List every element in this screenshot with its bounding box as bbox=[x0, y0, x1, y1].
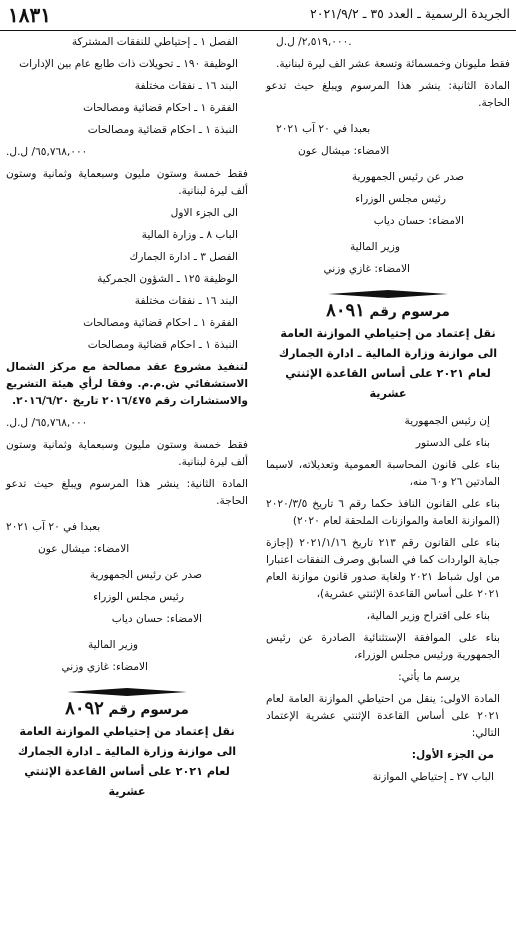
decree-heading bbox=[266, 300, 510, 321]
chapter-27: الباب ٢٧ ـ إحتياطي الموازنة bbox=[372, 771, 494, 783]
para-law-213: بناء على القانون رقم ٢١٣ تاريخ ٢٠٢١/١/١٦ (إجازة جباية الواردات كما في السابق وصرف النفقات اعتبارا من اول شباط ٢٠٢١ ولغاية صدور قانون موازنة العام ٢٠٢١ على أساس القاعدة الإثنتي عشرية)، bbox=[266, 537, 500, 600]
decree-title-line: الى موازنة وزارة المالية ـ ادارة الجمارك bbox=[278, 347, 498, 360]
signature-fm-left: الامضاء: غازي وزني bbox=[61, 661, 148, 673]
amount-words-2: فقط خمسة وستون مليون وسبعماية وثمانية وستون ألف ليرة لبنانية. bbox=[6, 439, 248, 468]
decree-title-line: نقل إعتماد من إحتياطي الموازنة العامة bbox=[280, 327, 496, 340]
right-column bbox=[266, 34, 510, 786]
issued-by-left: صدر عن رئيس الجمهورية bbox=[89, 569, 202, 581]
budget-line: الفقرة ١ ـ احكام قضائية ومصالحات bbox=[83, 317, 238, 329]
article-2: المادة الثانية: ينشر هذا المرسوم ويبلغ حيث تدعو الحاجة. bbox=[266, 80, 510, 109]
amount-2: ٦٥,٧٦٨,٠٠٠/ ل.ل. bbox=[6, 417, 88, 429]
to-part-1: الى الجزء الاول bbox=[170, 207, 238, 219]
decree-title-line: الى موازنة وزارة المالية ـ ادارة الجمارك bbox=[17, 745, 237, 758]
page-number: ١٨٣١ bbox=[8, 3, 51, 27]
decree-number: ٨٠٩٢ bbox=[65, 698, 104, 719]
amount-words: فقط مليونان وخمسمائة وتسعة عشر الف ليرة لبنانية. bbox=[276, 58, 510, 70]
amount-words-1: فقط خمسة وستون مليون وسبعماية وثمانية وستون ألف ليرة لبنانية. bbox=[6, 168, 248, 197]
left-column bbox=[6, 34, 248, 802]
para-law-accounting: بناء على قانون المحاسبة العمومية وتعديلاته، لاسيما المادتين ٢٦ و٦٠ منه، bbox=[266, 459, 500, 488]
decree-label: مرسوم رقم bbox=[108, 702, 189, 718]
budget-line: الوظيفة ١٢٥ ـ الشؤون الجمركية bbox=[97, 273, 238, 285]
from-part-1: من الجزء الأول: bbox=[411, 749, 494, 761]
section-divider bbox=[266, 284, 510, 296]
para-president: إن رئيس الجمهورية bbox=[404, 415, 490, 427]
signature-president: الامضاء: ميشال عون bbox=[298, 145, 390, 157]
section-divider bbox=[6, 682, 248, 694]
budget-line: البند ١٦ ـ نفقات مختلفة bbox=[134, 295, 238, 307]
signature-president-left: الامضاء: ميشال عون bbox=[38, 543, 130, 555]
pm-title-left: رئيس مجلس الوزراء bbox=[93, 591, 184, 603]
decree-heading bbox=[6, 698, 248, 719]
decree-title-line: لعام ٢٠٢١ على أساس القاعدة الإثنتي عشرية bbox=[285, 367, 491, 400]
decree-number: ٨٠٩١ bbox=[326, 300, 365, 321]
budget-line: النبذة ١ ـ احكام قضائية ومصالحات bbox=[87, 339, 238, 351]
para-proposal: بناء على اقتراح وزير المالية، bbox=[366, 610, 490, 622]
page-header bbox=[0, 0, 516, 31]
amount-1: ٦٥,٧٦٨,٠٠٠/ ل.ل. bbox=[6, 146, 88, 158]
para-law-budget-2020: بناء على القانون النافذ حكما رقم ٦ تاريخ ٢٠٢٠/٣/٥ (الموازنة العامة والموازنات الملحقة لعام ٢٠٢٠) bbox=[266, 498, 500, 527]
date-line-left: بعبدا في ٢٠ آب ٢٠٢١ bbox=[6, 521, 101, 533]
budget-line: الوظيفة ١٩٠ ـ تحويلات ذات طابع عام بين الإدارات bbox=[19, 58, 238, 70]
divider-ornament bbox=[67, 687, 187, 697]
budget-line: الفصل ١ ـ إحتياطي للنفقات المشتركة bbox=[71, 36, 238, 48]
date-line: بعبدا في ٢٠ آب ٢٠٢١ bbox=[276, 123, 371, 135]
purpose-text: لتنفيذ مشروع عقد مصالحة مع مركز الشمال الاستشفائي ش.م.م. وفقا لرأي هيئة التشريع والاستشارات رقم ٢٠١٦/٤٧٥ تاريخ ٢٠١٦/٦/٢٠. bbox=[6, 361, 248, 407]
article-1: المادة الاولى: ينقل من احتياطي الموازنة العامة لعام ٢٠٢١ على أساس القاعدة الإثنتي عشرية الإعتماد التالي: bbox=[266, 693, 500, 739]
signature-fm: الامضاء: غازي وزني bbox=[323, 263, 410, 275]
article-2-left: المادة الثانية: ينشر هذا المرسوم ويبلغ حيث تدعو الحاجة. bbox=[6, 478, 248, 507]
para-approval: بناء على الموافقة الإستثنائية الصادرة عن رئيس الجمهورية ورئيس مجلس الوزراء، bbox=[266, 632, 500, 661]
decree-title-line: لعام ٢٠٢١ على أساس القاعدة الإثنتي عشرية bbox=[24, 765, 230, 798]
budget-line: البند ١٦ ـ نفقات مختلفة bbox=[134, 80, 238, 92]
para-constitution: بناء على الدستور bbox=[415, 437, 490, 449]
decree-label: مرسوم رقم bbox=[369, 304, 450, 320]
decree-title-line: نقل إعتماد من إحتياطي الموازنة العامة bbox=[19, 725, 235, 738]
gazette-title: الجريدة الرسمية ـ العدد ٣٥ ـ ٢٠٢١/٩/٢ bbox=[310, 6, 510, 21]
signature-pm: الامضاء: حسان دياب bbox=[373, 215, 464, 227]
divider-ornament bbox=[328, 289, 448, 299]
pm-title: رئيس مجلس الوزراء bbox=[355, 193, 446, 205]
fm-title: وزير المالية bbox=[349, 241, 400, 253]
budget-line: الفصل ٣ ـ ادارة الجمارك bbox=[129, 251, 238, 263]
decrees-line: يرسم ما يأتي: bbox=[398, 671, 460, 683]
budget-line: النبذة ١ ـ احكام قضائية ومصالحات bbox=[87, 124, 238, 136]
fm-title-left: وزير المالية bbox=[87, 639, 138, 651]
budget-line: الفقرة ١ ـ احكام قضائية ومصالحات bbox=[83, 102, 238, 114]
budget-line: الباب ٨ ـ وزارة المالية bbox=[141, 229, 238, 241]
issued-by: صدر عن رئيس الجمهورية bbox=[351, 171, 464, 183]
amount-top: ٢,٥١٩,٠٠٠/ ل.ل. bbox=[276, 36, 352, 48]
signature-pm-left: الامضاء: حسان دياب bbox=[111, 613, 202, 625]
